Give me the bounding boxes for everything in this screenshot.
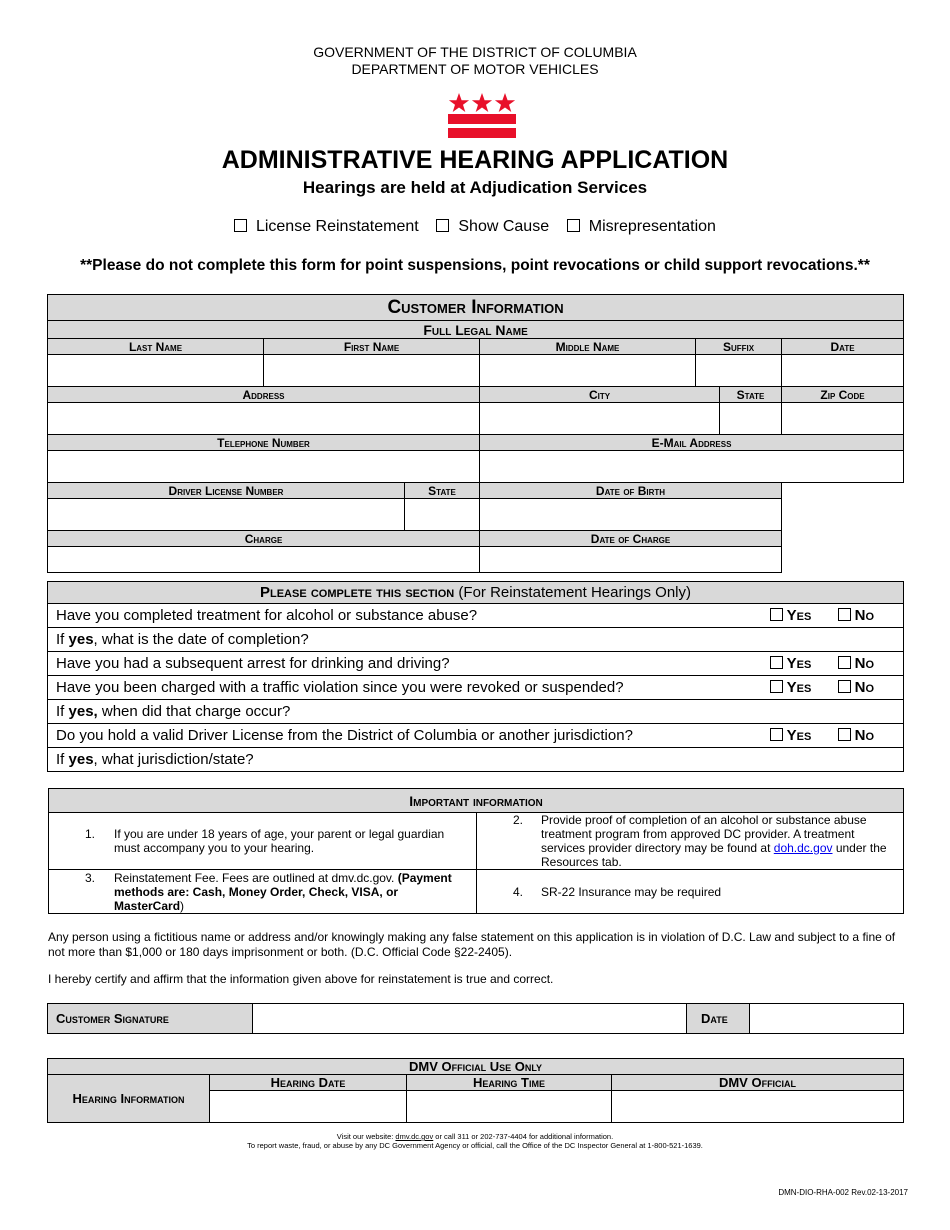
customer-signature-field[interactable] <box>253 1004 687 1034</box>
checkbox-icon[interactable] <box>770 680 783 693</box>
question-valid-license: Do you hold a valid Driver License from the District of Columbia or another jurisdiction? <box>48 724 770 748</box>
hearing-date-field[interactable] <box>210 1091 407 1123</box>
answer-no[interactable]: No <box>838 676 904 700</box>
certification-statement: I hereby certify and affirm that the information given above for reinstatement is true and correct. <box>48 972 554 986</box>
dept-line: DEPARTMENT OF MOTOR VEHICLES <box>351 61 599 77</box>
checkbox-icon[interactable] <box>436 219 449 232</box>
first-name-field[interactable] <box>264 355 480 387</box>
answer-no[interactable]: No <box>838 652 904 676</box>
footer-fraud: To report waste, fraud, or abuse by any DC Government Agency or official, call the Office of the DC Inspector General at 1-800-521-1639. <box>247 1141 703 1150</box>
date-field[interactable] <box>782 355 904 387</box>
signature-date-field[interactable] <box>750 1004 904 1034</box>
charge-label: Charge <box>48 531 480 547</box>
telephone-label: Telephone Number <box>48 435 480 451</box>
flag-bar-1 <box>448 114 516 124</box>
answer-yes[interactable]: Yes <box>770 676 838 700</box>
first-name-label: First Name <box>264 339 480 355</box>
middle-name-label: Middle Name <box>480 339 696 355</box>
answer-yes[interactable]: Yes <box>770 604 838 628</box>
dmv-official-field[interactable] <box>612 1091 904 1123</box>
zip-code-field[interactable] <box>782 403 904 435</box>
checkbox-icon[interactable] <box>838 728 851 741</box>
header-agency <box>0 44 950 78</box>
question-charge-date[interactable]: If yes, when did that charge occur? <box>48 700 904 724</box>
question-subsequent-arrest: Have you had a subsequent arrest for drinking and driving? <box>48 652 770 676</box>
last-name-label: Last Name <box>48 339 264 355</box>
flag-star-2 <box>472 93 492 112</box>
customer-info-heading: Customer Information <box>48 295 904 321</box>
form-id: DMN-DIO-RHA-002 Rev.02-13-2017 <box>778 1188 908 1197</box>
suffix-label: Suffix <box>696 339 782 355</box>
state-label: State <box>720 387 782 403</box>
email-label: E-Mail Address <box>480 435 904 451</box>
hearing-time-label: Hearing Time <box>407 1075 612 1091</box>
zip-code-label: Zip Code <box>782 387 904 403</box>
important-info-heading: Important information <box>49 789 904 813</box>
important-info-table <box>48 788 904 914</box>
checkbox-icon[interactable] <box>838 656 851 669</box>
answer-yes[interactable]: Yes <box>770 724 838 748</box>
question-completion-date[interactable]: If yes, what is the date of completion? <box>48 628 904 652</box>
dc-flag-logo <box>447 90 517 140</box>
charge-field[interactable] <box>48 547 480 573</box>
email-field[interactable] <box>480 451 904 483</box>
dmv-official-heading: DMV Official Use Only <box>48 1059 904 1075</box>
checkbox-icon[interactable] <box>838 608 851 621</box>
customer-signature-label: Customer Signature <box>48 1004 253 1034</box>
reinstatement-heading: Please complete this section (For Reinstatement Hearings Only) <box>48 582 904 604</box>
footer-visit: Visit our website: dmv.dc.gov or call 311 or 202-737-4404 for additional information. <box>336 1132 614 1141</box>
question-jurisdiction[interactable]: If yes, what jurisdiction/state? <box>48 748 904 772</box>
dmv-official-label: DMV Official <box>612 1075 904 1091</box>
telephone-field[interactable] <box>48 451 480 483</box>
customer-info-table <box>47 294 904 573</box>
info-item-1: 1. If you are under 18 years of age, your parent or legal guardian must accompany you to your hearing. <box>49 813 477 870</box>
date-of-charge-field[interactable] <box>480 547 782 573</box>
checkbox-icon[interactable] <box>838 680 851 693</box>
info-item-3: 3. Reinstatement Fee. Fees are outlined at dmv.dc.gov. (Payment methods are: Cash, Money Order, Check, VISA, or MasterCard) <box>49 870 477 914</box>
hearing-date-label: Hearing Date <box>210 1075 407 1091</box>
city-label: City <box>480 387 720 403</box>
checkbox-icon[interactable] <box>770 656 783 669</box>
checkbox-icon[interactable] <box>770 728 783 741</box>
dmv-official-table <box>47 1058 904 1123</box>
flag-bar-2 <box>448 128 516 138</box>
info-item-4: 4. SR-22 Insurance may be required <box>477 870 904 914</box>
legal-statement: Any person using a fictitious name or address and/or knowingly making any false statement on this application is in violation of D.C. Law and subject to a fine of not more than $1,000 or 180 days imprisonment or both. (D.C. Official Code §22-2405). <box>48 930 896 959</box>
checkbox-icon[interactable] <box>770 608 783 621</box>
hearing-info-label: Hearing Information <box>48 1075 210 1123</box>
suffix-field[interactable] <box>696 355 782 387</box>
flag-star-1 <box>449 93 469 112</box>
driver-license-label: Driver License Number <box>48 483 405 499</box>
answer-no[interactable]: No <box>838 604 904 628</box>
driver-license-field[interactable] <box>48 499 405 531</box>
page-title: ADMINISTRATIVE HEARING APPLICATION <box>221 146 729 174</box>
info-item-2: 2. Provide proof of completion of an alcohol or substance abuse treatment program from approved DC provider. A treatment services provider directory may be found at doh.dc.gov under the Resources tab. <box>477 813 904 870</box>
reinstatement-table <box>47 581 904 772</box>
full-legal-name-heading: Full Legal Name <box>48 321 904 339</box>
city-field[interactable] <box>480 403 720 435</box>
option-license-reinstatement[interactable]: License Reinstatement <box>234 218 419 235</box>
date-of-birth-field[interactable] <box>480 499 782 531</box>
flag-star-3 <box>495 93 515 112</box>
footer <box>0 1132 950 1150</box>
state-field[interactable] <box>720 403 782 435</box>
hearing-type-options <box>0 218 950 236</box>
dmv-website-link[interactable]: dmv.dc.gov <box>395 1132 434 1141</box>
checkbox-icon[interactable] <box>234 219 247 232</box>
answer-yes[interactable]: Yes <box>770 652 838 676</box>
question-treatment: Have you completed treatment for alcohol or substance abuse? <box>48 604 770 628</box>
date-of-birth-label: Date of Birth <box>480 483 782 499</box>
address-label: Address <box>48 387 480 403</box>
page-subtitle: Hearings are held at Adjudication Services <box>302 178 648 197</box>
last-name-field[interactable] <box>48 355 264 387</box>
address-field[interactable] <box>48 403 480 435</box>
dl-state-field[interactable] <box>405 499 480 531</box>
doh-link[interactable]: doh.dc.gov <box>773 841 833 855</box>
option-misrepresentation[interactable]: Misrepresentation <box>567 218 716 235</box>
date-label: Date <box>782 339 904 355</box>
checkbox-icon[interactable] <box>567 219 580 232</box>
gov-line: GOVERNMENT OF THE DISTRICT OF COLUMBIA <box>313 44 637 60</box>
middle-name-field[interactable] <box>480 355 696 387</box>
blank-area <box>782 483 904 573</box>
hearing-time-field[interactable] <box>407 1091 612 1123</box>
form-notice: **Please do not complete this form for point suspensions, point revocations or child support revocations.** <box>80 257 870 274</box>
date-of-charge-label: Date of Charge <box>480 531 782 547</box>
signature-date-label: Date <box>687 1004 750 1034</box>
question-traffic-violation: Have you been charged with a traffic violation since you were revoked or suspended? <box>48 676 770 700</box>
signature-table <box>47 1003 904 1034</box>
option-show-cause[interactable]: Show Cause <box>436 218 549 235</box>
answer-no[interactable]: No <box>838 724 904 748</box>
dl-state-label: State <box>405 483 480 499</box>
